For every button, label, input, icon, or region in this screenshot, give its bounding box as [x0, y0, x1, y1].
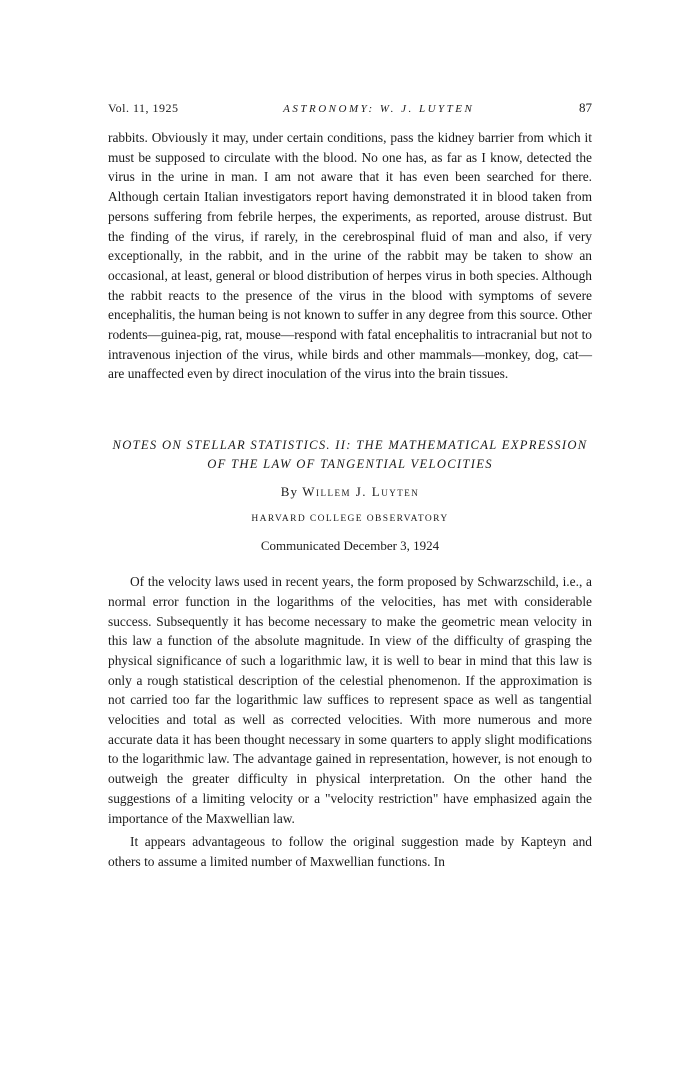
- article-body: [108, 572, 592, 872]
- byline: [108, 484, 592, 504]
- article-title: NOTES ON STELLAR STATISTICS. II: THE MATHEMATICAL EXPRESSION OF THE LAW OF TANGENTIAL VELOCITIES: [112, 438, 588, 472]
- author-name: Willem J. Luyten: [302, 484, 420, 500]
- running-title: ASTRONOMY: W. J. LUYTEN: [283, 103, 475, 115]
- institution: HARVARD COLLEGE OBSERVATORY: [251, 514, 449, 525]
- volume-label: Vol. 11, 1925: [108, 101, 179, 115]
- body-paragraph: It appears advantageous to follow the original suggestion made by Kapteyn and others to assume a limited number of Maxwellian functions. In: [108, 834, 592, 869]
- journal-page: [108, 100, 592, 872]
- page-number: 87: [578, 100, 592, 115]
- running-header: [108, 100, 592, 122]
- continued-paragraph: rabbits. Obviously it may, under certain conditions, pass the kidney barrier from which it must be supposed to circulate with the blood. No one has, as far as I know, detected the virus in the urine in man. I am not aware that it has even been searched for there. Although certain Italian investigators report having demonstrated it in blood taken from persons suffering from febrile herpes, the experiments, as reported, arouse distrust. But the finding of the virus, if rarely, in the cerebrospinal fluid of man and also, if very exceptionally, in the rabbit, and in the urine of the rabbit may be taken to show an occasional, at least, general or blood distribution of herpes virus in both species. Although the rabbit reacts to the presence of the virus in the blood with symptoms of severe encephalitis, the human being is not known to suffer in any degree from this source. Other rodents—guinea-pig, rat, mouse—respond with fatal encephalitis to intracranial but not to intravenous injection of the virus, while birds and other mammals—monkey, dog, cat—are unaffected even by direct inoculation of the virus into the brain tissues.: [108, 130, 592, 382]
- communicated-date: Communicated December 3, 1924: [260, 538, 440, 554]
- byline-by: By: [280, 484, 298, 500]
- body-paragraph: Of the velocity laws used in recent years, the form proposed by Schwarzschild, i.e., a normal error function in the logarithms of the velocities, has met with considerable success. Subsequently it has become necessary to make the geometric mean velocity in this law a function of the absolute magnitude. In view of the difficulty of grasping the physical significance of such a logarithmic law, it is well to bear in mind that this law is only a rough statistical description of the celestial phenomenon. If the approximation is not carried too far the logarithmic law suffices to represent space as well as tangential velocities and total as well as corrected velocities. With more numerous and more accurate data it has been thought necessary in some quarters to apply slight modifications to the logarithmic law. The advantage gained in representation, however, is not enough to outweigh the greater difficulty in physical interpretation. On the other hand the suggestions of a limiting velocity or a "velocity restriction" have emphasized again the importance of the Maxwellian law.: [108, 574, 592, 826]
